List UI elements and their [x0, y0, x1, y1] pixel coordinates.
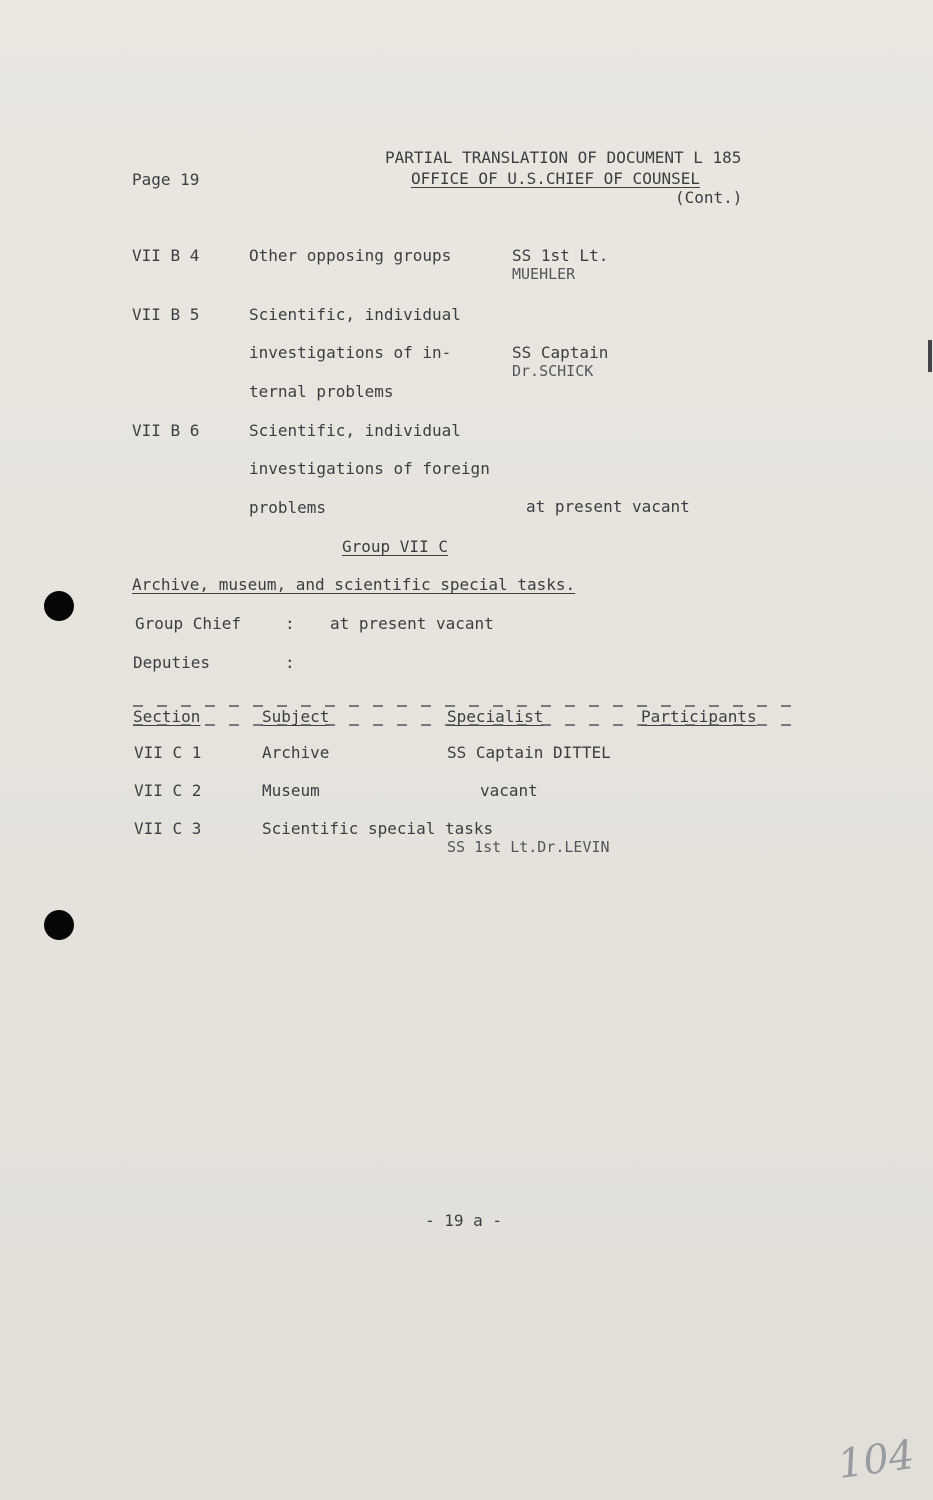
- section-c3: VII C 3: [134, 819, 202, 838]
- section-b5: VII B 5: [132, 305, 200, 324]
- col-header-subject: Subject: [262, 707, 330, 726]
- group-c-description: Archive, museum, and scientific special tasks.: [132, 575, 576, 594]
- col-header-specialist: Specialist: [447, 707, 544, 726]
- subject-b6-line3: problems: [249, 498, 327, 517]
- subject-c1: Archive: [262, 743, 330, 762]
- page-label: Page 19: [132, 170, 200, 189]
- header-cont: (Cont.): [675, 188, 743, 207]
- group-c-heading: Group VII C: [342, 537, 448, 556]
- subject-b4-line1: Other opposing groups: [249, 246, 452, 265]
- group-chief-sep: :: [285, 614, 295, 633]
- punch-hole-top: [44, 591, 74, 621]
- handwritten-page-stamp: 104: [835, 1431, 918, 1489]
- subject-c3: Scientific special tasks: [262, 819, 494, 838]
- section-b4: VII B 4: [132, 246, 200, 265]
- subject-b5-line1: Scientific, individual: [249, 305, 461, 324]
- section-c1: VII C 1: [134, 743, 202, 762]
- header-title: PARTIAL TRANSLATION OF DOCUMENT L 185: [385, 148, 742, 167]
- subject-c2: Museum: [262, 781, 320, 800]
- group-chief-label: Group Chief: [135, 614, 241, 633]
- specialist-b4-line2: MUEHLER: [512, 265, 576, 283]
- header-dash-rule: [0, 700, 933, 730]
- specialist-c3: SS 1st Lt.Dr.LEVIN: [447, 838, 610, 856]
- subject-b5-line3: ternal problems: [249, 382, 394, 401]
- col-header-participants: Participants: [641, 707, 757, 726]
- edge-mark: [928, 340, 932, 372]
- subject-b6-line2: investigations of foreign: [249, 459, 490, 478]
- punch-hole-bottom: [44, 910, 74, 940]
- specialist-b5-line2: Dr.SCHICK: [512, 362, 594, 380]
- subject-b5-line2: investigations of in-: [249, 343, 452, 362]
- deputies-sep: :: [285, 653, 295, 672]
- header-office: OFFICE OF U.S.CHIEF OF COUNSEL: [411, 169, 700, 188]
- group-chief-value: at present vacant: [330, 614, 494, 633]
- specialist-c1: SS Captain DITTEL: [447, 743, 611, 762]
- specialist-b5-line1: SS Captain: [512, 343, 609, 362]
- section-c2: VII C 2: [134, 781, 202, 800]
- col-header-section: Section: [133, 707, 201, 726]
- specialist-b4-line1: SS 1st Lt.: [512, 246, 609, 265]
- section-b6: VII B 6: [132, 421, 200, 440]
- page-number: - 19 a -: [425, 1211, 503, 1230]
- subject-b6-line1: Scientific, individual: [249, 421, 461, 440]
- specialist-b6-line1: at present vacant: [526, 497, 690, 516]
- deputies-label: Deputies: [133, 653, 211, 672]
- specialist-c2: vacant: [480, 781, 538, 800]
